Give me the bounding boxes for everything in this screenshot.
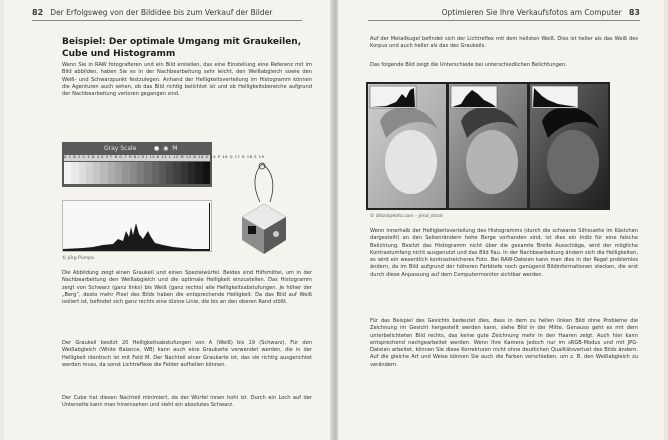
right-paragraph-3: Wenn innerhalb der Helligkeitsverteilung des Histogramms (durch die schwarze Silhouette im Kästchen dargestellt) an den Seitenrändern hohe Berge vorhanden sind, ist dies ein Indiz für eine falsche Belichtung. Besitzt das Histogramm nicht über die gesamte Breite Ausschläge, wird der mögliche Kontrastumfang nicht ausgenutzt und das Bild flau. In der Nachbearbeitung ändern sich die Helligkeiten, es wird ein wesentlich kontrastreicheres Foto. Bei RAW-Dateien kann man dies in der Regel problemlos ändern, da im Bild aufgrund der höheren Farbtiefe noch genügend Bildinformationen stecken, die erst durch diese Anpassung auf dem Computermonitor sichtbar werden. [370,228,638,278]
left-paragraph-2: Die Abbildung zeigt einen Graukeil und einen Spezialwürfel. Beides sind Hilfsmittel, um in der Nachbearbeitung den Weißabgleich und die optimale Helligkeit einzustellen. Das Histogramm zeigt von Schwarz (ganz links) bis Weiß (ganz rechts) alle Helligkeitsabstufungen. Je höher der „Berg“, desto mehr Pixel des Bilds haben die entsprechende Helligkeit. Da das Bild auf Weiß isoliert ist, befindet sich ganz rechts eine dünne Linie, die bis an den oberen Rand stößt. [62,270,312,306]
gray-scale-cell [181,162,188,184]
gray-scale-card-image [62,142,265,187]
exposure-comparison-graphic [366,82,610,210]
gray-scale-logo: ● ◉ M [154,145,179,152]
right-paragraph-2: Das folgende Bild zeigt die Unterschiede bei unterschiedlichen Belichtungen. [370,62,567,68]
right-running-header [442,8,640,17]
gray-scale-cell [166,162,173,184]
gray-scale-cell [152,162,159,184]
left-paragraph-3: Der Graukeil besitzt 20 Helligkeitsabstufungen von A (Weiß) bis 19 (Schwarz). Für den Weißabgleich (White Balance, WB) kann auch eine Graukarte verwendet werden, die in der Helligkeit identisch ist mit Feld M. Der Nachteil einer Graukarte ist, das sie richtig ausgerichtet werden muss, da sonst Lichtreflexe die Felder aufhellen können. [62,340,312,368]
gray-scale-cell [188,162,195,184]
gray-scale-cell [144,162,151,184]
left-header-title: Der Erfolgsweg von der Bildidee bis zum Verkauf der Bilder [50,8,273,17]
cube-graphic [234,162,289,257]
histogram-graphic [63,201,211,251]
left-paragraph-1: Wenn Sie in RAW fotografieren und ein Bild erstellen, das eine Einstellung eine Referenz mit im Bild abbilden, haben Sie es in der Nachbearbeitung sehr leicht, den Weißabgleich sowie den Weiß- und Schwarzpunkt festzulegen. Anhand der Helligkeitsverteilung im Histogramm können die Agenturen auch sehen, ob das Bild richtig belichtet ist und ob Helligkeitsbereiche aufgrund der Nachbearbeitung verloren gegangen sind. [62,62,312,98]
gray-scale-cell [100,162,107,184]
gray-scale-cell [122,162,129,184]
gray-scale-label: Gray Scale [104,145,137,152]
gray-scale-cell [64,162,71,184]
gray-scale-cell [79,162,86,184]
section-heading: Beispiel: Der optimale Umgang mit Graukeilen, Cube und Histogramm [62,37,302,59]
gray-scale-letters: A 1 B 2 C 3 D 4 E 5 F 6 G 7 H 8 I 9 J 10 K 11 L 12 M 13 N 14 O 15 P 16 Q 17 R 18 S 19 [64,155,265,159]
gray-scale-cell [130,162,137,184]
gray-scale-cell [203,162,210,184]
gray-scale-cell [159,162,166,184]
exposure-comparison-photo [366,82,610,194]
left-paragraph-4: Der Cube hat diesen Nachteil minimiert, da der Würfel innen hohl ist. Durch ein Loch auf der Unterseite kann man hineinsehen und sieht ein absolutes Schwarz. [62,395,312,409]
gray-scale-cell [71,162,78,184]
gray-scale-cell [173,162,180,184]
left-page-number: 82 [32,8,44,17]
gray-scale-ramp [64,162,210,184]
photo-caption: © iStockphoto.com – jimd_stock [370,214,443,219]
gray-scale-cell [137,162,144,184]
cube-image [234,162,289,257]
right-header-title: Optimieren Sie Ihre Verkaufsfotos am Computer [441,8,622,17]
gray-scale-cell [86,162,93,184]
gray-scale-cell [115,162,122,184]
gray-scale-cell [108,162,115,184]
left-page [4,0,332,440]
left-header-rule [32,20,302,21]
right-paragraph-4: Für das Beispiel des Gesichts bedeutet dies, dass in dem zu hellen linken Bild ohne Probleme die Zeichnung im Gesicht hergestellt werden kann, siehe Bild in der Mitte. Genauso geht es mit dem unterbelichteten Bild rechts, das keine gute Zeichnung mehr in den Haaren zeigt. Auch hier kann entsprechend nachgearbeitet werden. Wenn Ihre Kamera jedoch nur im sRGB-Modus und mit JPG-Dateien arbeitet, können Sie diese Korrekturen nicht ohne deutlichen Qualitätsverlust des Bilds ändern. Auf die gleiche Art und Weise können Sie auch die Farben verschieben, um z. B. den Weißabgleich zu verändern. [370,318,638,368]
right-paragraph-1: Auf der Metallkugel befindet sich der Lichtreflex mit dem hellsten Weiß. Dies ist heller als das Weiß des Korpus und auch heller als das des Graukeils. [370,36,638,50]
left-figure-caption: © Jörg Pumpa [62,256,94,261]
right-page-number: 83 [628,8,640,17]
gray-scale-cell [93,162,100,184]
left-running-header [32,8,272,17]
histogram-image [62,200,212,252]
gray-scale-cell [195,162,202,184]
right-header-rule [368,20,640,21]
right-page [338,0,664,440]
